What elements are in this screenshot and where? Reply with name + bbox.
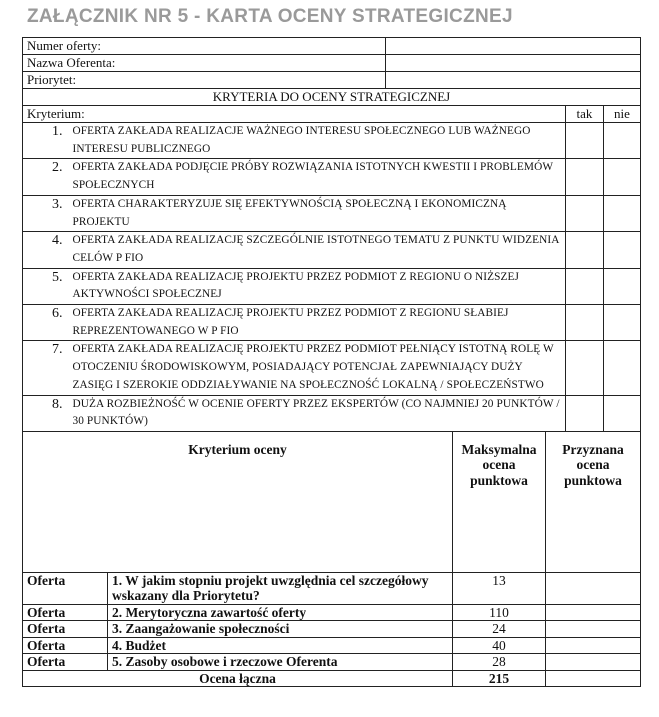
criterion-number: 3. (23, 195, 69, 231)
criteria-column-label: Kryterium: (23, 106, 566, 123)
criterion-no-cell[interactable] (604, 268, 641, 304)
scoring-row (23, 654, 641, 671)
scoring-row (23, 572, 641, 604)
no-column-header: nie (604, 106, 641, 123)
awarded-score-header: Przyznana ocena punktowa (546, 432, 641, 573)
criterion-text: OFERTA ZAKŁADA REALIZACJĘ PROJEKTU PRZEZ PODMIOT Z REGIONU SŁABIEJ REPREZENTOWANEGO W P FIO (72, 307, 509, 337)
criterion-no-cell[interactable] (604, 305, 641, 341)
criterion-yes-cell[interactable] (566, 341, 604, 395)
total-max-score: 215 (453, 670, 546, 687)
criterion-no-cell[interactable] (604, 341, 641, 395)
criterion-no-cell[interactable] (604, 195, 641, 231)
criterion-yes-cell[interactable] (566, 123, 604, 159)
scoring-row-label: Oferta (23, 604, 108, 621)
total-row (23, 670, 641, 687)
header-fields-table (22, 37, 641, 89)
applicant-name-label: Nazwa Oferenta: (23, 55, 386, 72)
criterion-text: OFERTA CHARAKTERYZUJE SIĘ EFEKTYWNOŚCIĄ SPOŁECZNĄ I EKONOMICZNĄ PROJEKTU (72, 197, 507, 228)
total-awarded-score-cell[interactable] (546, 670, 641, 687)
awarded-score-cell[interactable] (546, 637, 641, 654)
field-row-priority (23, 72, 641, 89)
scoring-row-label: Oferta (23, 654, 108, 671)
priority-label: Priorytet: (23, 72, 386, 89)
criteria-section-title: KRYTERIA DO OCENY STRATEGICZNEJ (23, 89, 641, 106)
criterion-yes-cell[interactable] (566, 232, 604, 268)
criterion-yes-cell[interactable] (566, 159, 604, 195)
criterion-number: 2. (23, 159, 69, 195)
criterion-text: OFERTA ZAKŁADA REALIZACJĘ PROJEKTU PRZEZ PODMIOT PEŁNIĄCY ISTOTNĄ ROLĘ W OTOCZENIU ŚRODOWISKOWYM, POSIADAJĄCY POTENCJAŁ ZAPEWNIAJĄCY DUŻY ZASIĘG I SZEROKIE ODDZIAŁYWANIE NA SPOŁECZNOŚĆ LOKALNĄ / SPOŁECZEŃSTWO (72, 343, 554, 391)
offer-number-label: Numer oferty: (23, 38, 386, 55)
criterion-yes-cell[interactable] (566, 195, 604, 231)
awarded-score-cell[interactable] (546, 604, 641, 621)
awarded-score-cell[interactable] (546, 572, 641, 604)
criterion-row (23, 195, 641, 231)
scoring-criterion: 4. Budżet (108, 637, 453, 654)
criterion-number: 5. (23, 268, 69, 304)
criterion-no-cell[interactable] (604, 159, 641, 195)
criterion-row (23, 341, 641, 395)
scoring-row-label: Oferta (23, 572, 108, 604)
criterion-row (23, 268, 641, 304)
scoring-row (23, 604, 641, 621)
scoring-criterion: 3. Zaangażowanie społeczności (108, 621, 453, 638)
awarded-score-cell[interactable] (546, 621, 641, 638)
criterion-no-cell[interactable] (604, 395, 641, 431)
criterion-yes-cell[interactable] (566, 268, 604, 304)
scoring-row (23, 621, 641, 638)
document-title: ZAŁĄCZNIK NR 5 - KARTA OCENY STRATEGICZNEJ (27, 6, 513, 27)
max-score: 40 (453, 637, 546, 654)
criterion-number: 8. (23, 395, 69, 431)
field-row-applicant-name (23, 55, 641, 72)
criterion-row (23, 159, 641, 195)
scoring-criterion: 5. Zasoby osobowe i rzeczowe Oferenta (108, 654, 453, 671)
evaluation-form (22, 37, 641, 687)
scoring-table (22, 432, 641, 688)
criterion-number: 1. (23, 123, 69, 159)
applicant-name-value[interactable] (386, 55, 641, 72)
criterion-no-cell[interactable] (604, 232, 641, 268)
criterion-yes-cell[interactable] (566, 395, 604, 431)
criterion-text: OFERTA ZAKŁADA PODJĘCIE PRÓBY ROZWIĄZANIA ISTOTNYCH KWESTII I PROBLEMÓW SPOŁECZNYCH (72, 161, 553, 192)
criterion-no-cell[interactable] (604, 123, 641, 159)
criterion-yes-cell[interactable] (566, 305, 604, 341)
scoring-row (23, 637, 641, 654)
max-score: 110 (453, 604, 546, 621)
criterion-number: 4. (23, 232, 69, 268)
priority-value[interactable] (386, 72, 641, 89)
criterion-text: DUŻA ROZBIEŻNOŚĆ W OCENIE OFERTY PRZEZ EKSPERTÓW (CO NAJMNIEJ 20 PUNKTÓW / 30 PUNKTÓW) (72, 397, 560, 428)
offer-number-value[interactable] (386, 38, 641, 55)
criteria-table (22, 89, 641, 432)
criterion-row (23, 305, 641, 341)
criterion-text: OFERTA ZAKŁADA REALIZACJĘ PROJEKTU PRZEZ PODMIOT Z REGIONU O NIŻSZEJ AKTYWNOŚCI SPOŁECZNEJ (72, 270, 520, 301)
max-score: 24 (453, 621, 546, 638)
scoring-criterion: 1. W jakim stopniu projekt uwzględnia cel szczegółowy wskazany dla Priorytetu? (108, 572, 453, 604)
max-score: 13 (453, 572, 546, 604)
criterion-row (23, 123, 641, 159)
criterion-row (23, 395, 641, 431)
criterion-text: OFERTA ZAKŁADA REALIZACJĘ SZCZEGÓLNIE ISTOTNEGO TEMATU Z PUNKTU WIDZENIA CELÓW P FIO (72, 234, 559, 264)
scoring-criterion-header: Kryterium oceny (23, 432, 453, 573)
scoring-row-label: Oferta (23, 621, 108, 638)
criterion-text: OFERTA ZAKŁADA REALIZACJE WAŻNEGO INTERESU SPOŁECZNEGO LUB WAŻNEGO INTERESU PUBLICZNEGO (72, 125, 531, 155)
max-score: 28 (453, 654, 546, 671)
total-label: Ocena łączna (23, 670, 453, 687)
criterion-number: 6. (23, 305, 69, 341)
field-row-offer-number (23, 38, 641, 55)
yes-column-header: tak (566, 106, 604, 123)
scoring-row-label: Oferta (23, 637, 108, 654)
criterion-row (23, 232, 641, 268)
scoring-criterion: 2. Merytoryczna zawartość oferty (108, 604, 453, 621)
awarded-score-cell[interactable] (546, 654, 641, 671)
criterion-number: 7. (23, 341, 69, 395)
max-score-header: Maksymalna ocena punktowa (453, 432, 546, 573)
